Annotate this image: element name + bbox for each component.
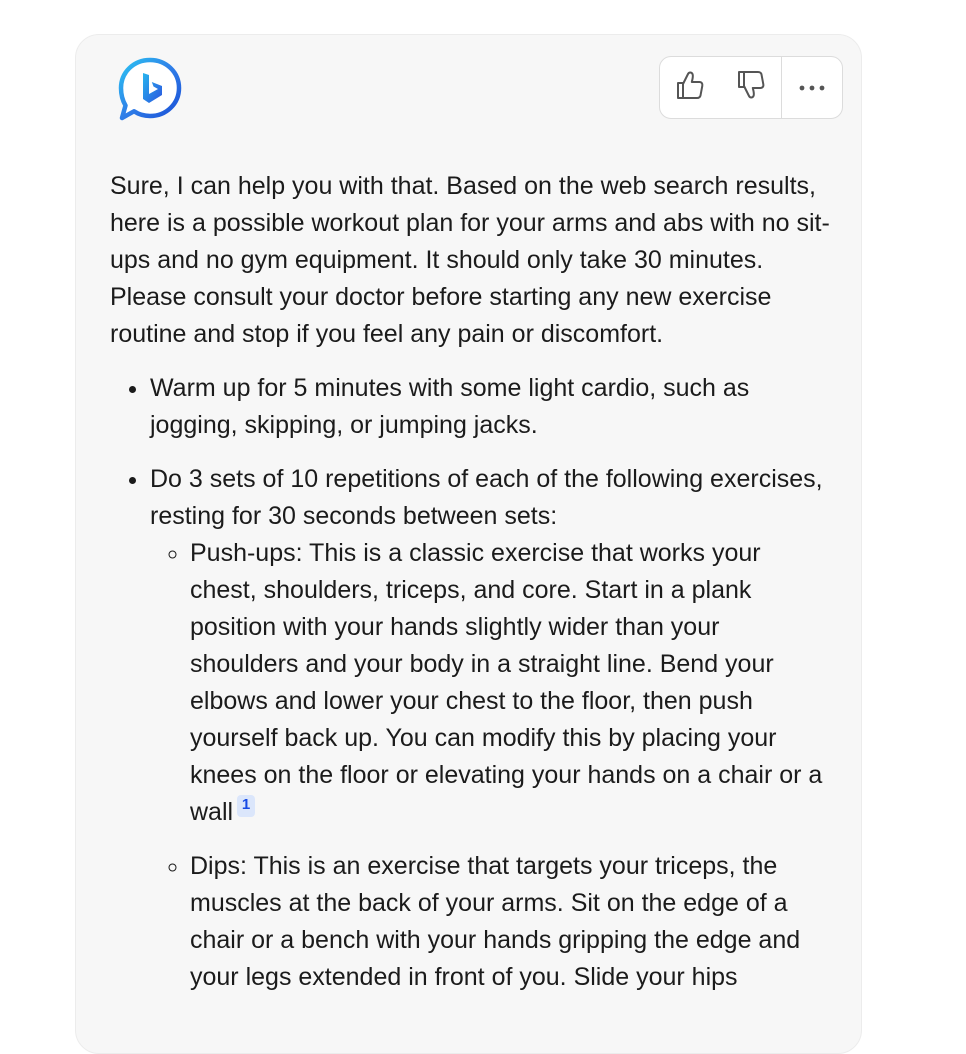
list-item xyxy=(150,370,830,444)
dislike-button[interactable] xyxy=(720,57,780,118)
thumbs-down-icon xyxy=(736,69,766,106)
sublist-item-text: Dips: This is an exercise that targets your triceps, the muscles at the back of your arms. Sit on the edge of a chair or a bench with your hands gripping the edge and your legs extended in front of you. Slide your hips xyxy=(190,852,801,991)
sublist-item-text: Push-ups: This is a classic exercise that works your chest, shoulders, triceps, and core. Start in a plank position with your hands slightly wider than your shoulders and your body in a straight line. Bend your elbows and lower your chest to the floor, then push yourself back up. You can modify this by placing your knees on the floor or elevating your hands on a chair or a wall xyxy=(190,539,823,826)
more-options-icon xyxy=(798,79,826,97)
sublist-item xyxy=(190,535,830,831)
like-button[interactable] xyxy=(660,57,720,118)
more-options-button[interactable] xyxy=(782,57,842,118)
thumbs-up-icon xyxy=(675,69,705,106)
list-item-text: Warm up for 5 minutes with some light cardio, such as jogging, skipping, or jumping jacks. xyxy=(150,374,750,439)
list-item xyxy=(150,461,830,996)
message-body xyxy=(110,168,830,1013)
workout-steps-list xyxy=(110,370,830,996)
feedback-toolbar xyxy=(659,56,843,119)
bing-chat-logo-icon xyxy=(116,56,184,124)
citation-link[interactable]: 1 xyxy=(237,795,255,817)
intro-paragraph: Sure, I can help you with that. Based on the web search results, here is a possible workout plan for your arms and abs with no sit-ups and no gym equipment. It should only take 30 minutes. Please consult your doctor before starting any new exercise routine and stop if you feel any pain or discomfort. xyxy=(110,172,830,348)
exercise-sublist xyxy=(150,535,830,996)
sublist-item xyxy=(190,848,830,996)
list-item-text: Do 3 sets of 10 repetitions of each of the following exercises, resting for 30 seconds between sets: xyxy=(150,465,823,530)
